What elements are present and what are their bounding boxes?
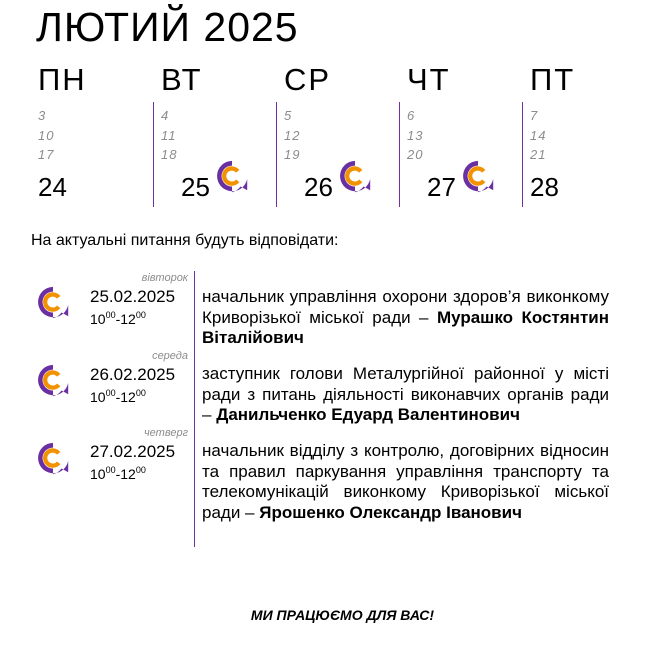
previous-dates xyxy=(284,106,300,165)
prev-date: 14 xyxy=(530,127,547,143)
day-name: СР xyxy=(284,62,332,97)
official-name: Данильченко Едуард Валентинович xyxy=(216,405,520,424)
session-date: 26.02.2025 xyxy=(90,365,176,384)
session-description xyxy=(202,364,609,426)
session-date: 25.02.2025 xyxy=(90,287,176,306)
previous-dates xyxy=(530,106,546,165)
prev-date: 7 xyxy=(530,108,539,123)
prev-date: 18 xyxy=(161,147,178,162)
service-center-logo-icon xyxy=(34,362,72,400)
current-date: 25 xyxy=(181,172,210,202)
official-position: заступник голови Металургійної районної у місті ради з питань діяльності виконавчих органів ради – xyxy=(202,364,609,424)
calendar-day-wed xyxy=(276,62,396,208)
prev-date: 12 xyxy=(284,127,301,143)
prev-date: 19 xyxy=(284,147,301,162)
prev-date: 3 xyxy=(38,108,47,123)
official-position: начальник управління охорони здоров’я виконкому Криворізької міської ради – xyxy=(202,287,609,327)
session-weekday: четверг xyxy=(143,427,188,439)
session-weekday: середа xyxy=(152,350,188,362)
service-center-logo-icon xyxy=(213,158,251,196)
calendar-day-mon xyxy=(30,62,150,208)
footer-slogan: МИ ПРАЦЮЄМО ДЛЯ ВАС! xyxy=(250,607,435,623)
prev-date: 6 xyxy=(407,108,416,123)
session-weekday: вівторок xyxy=(141,272,188,284)
current-date: 26 xyxy=(304,172,333,202)
service-center-logo-icon xyxy=(459,158,497,196)
day-name: ПТ xyxy=(530,62,576,97)
official-name: Мурашко Костянтин Віталійович xyxy=(202,307,609,347)
page-title: ЛЮТИЙ 2025 xyxy=(36,4,299,50)
prev-date: 5 xyxy=(284,108,293,123)
session-description xyxy=(202,441,609,523)
prev-date: 20 xyxy=(407,147,424,162)
current-date: 27 xyxy=(427,172,456,202)
service-center-logo-icon xyxy=(34,284,72,322)
service-center-logo-icon xyxy=(336,158,374,196)
intro-text: На актуальні питання будуть відповідати: xyxy=(31,232,339,249)
previous-dates xyxy=(161,106,177,165)
session-time: $10^{00}-12^{00}$ xyxy=(90,465,146,482)
service-center-logo-icon xyxy=(34,440,72,478)
prev-date: 4 xyxy=(161,108,170,123)
official-position: начальник відділу з контролю, договірних відносин та правил паркування управління транспорту та телекомунікацій виконкому Криворізької міської ради – xyxy=(202,441,609,522)
column-divider xyxy=(194,271,195,547)
prev-date: 21 xyxy=(530,147,547,162)
official-name: Ярошенко Олександр Іванович xyxy=(259,502,522,522)
prev-date: 10 xyxy=(38,127,55,143)
session-time: $10^{00}-12^{00}$ xyxy=(90,388,146,405)
previous-dates xyxy=(38,106,54,165)
calendar xyxy=(30,62,625,212)
session-description xyxy=(202,287,609,349)
day-name: ВТ xyxy=(161,62,203,97)
prev-date: 11 xyxy=(161,127,177,143)
calendar-day-thu xyxy=(399,62,519,208)
prev-date: 13 xyxy=(407,127,424,143)
calendar-day-fri xyxy=(522,62,642,208)
session-time: $10^{00}-12^{00}$ xyxy=(90,310,146,327)
day-name: ЧТ xyxy=(407,62,451,97)
prev-date: 17 xyxy=(38,147,55,162)
day-name: ПН xyxy=(38,62,87,97)
previous-dates xyxy=(407,106,423,165)
current-date: 24 xyxy=(38,172,67,202)
calendar-day-tue xyxy=(153,62,273,208)
current-date: 28 xyxy=(530,172,559,202)
session-date: 27.02.2025 xyxy=(90,442,176,461)
